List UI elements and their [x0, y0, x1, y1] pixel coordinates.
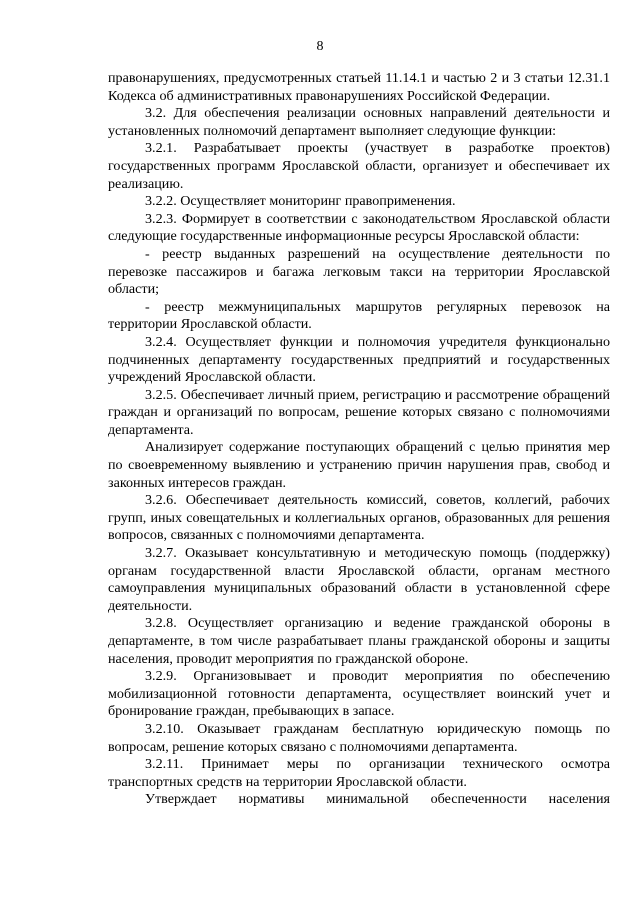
paragraph-3-2-6: 3.2.6. Обеспечивает деятельность комиссий, советов, коллегий, рабочих групп, иных совещательных и коллегиальных органов, образованных для решения вопросов, связанных с полномочиями департамента. [108, 492, 610, 544]
paragraph-continuation: правонарушениях, предусмотренных статьей 11.14.1 и частью 2 и 3 статьи 12.31.1 Кодекса об административных правонарушениях Российской Федерации. [108, 70, 610, 104]
paragraph-3-2-7: 3.2.7. Оказывает консультативную и методическую помощь (поддержку) органам государственной власти Ярославской области, органам местного самоуправления муниципальных образований области в установленной сфере деятельности. [108, 545, 610, 614]
paragraph-3-2-4: 3.2.4. Осуществляет функции и полномочия учредителя функционально подчиненных департаменту государственных предприятий и государственных учреждений Ярославской области. [108, 333, 610, 386]
list-item-taxi-registry: - реестр выданных разрешений на осуществление деятельности по перевозке пассажиров и багажа легковым такси на территории Ярославской области; [108, 245, 610, 298]
paragraph-3-2-3: 3.2.3. Формирует в соответствии с законодательством Ярославской области следующие государственные информационные ресурсы Ярославской области: [108, 210, 610, 245]
paragraph-3-2-10: 3.2.10. Оказывает гражданам бесплатную юридическую помощь по вопросам, решение которых связано с полномочиями департамента. [108, 720, 610, 755]
paragraph-3-2-1: 3.2.1. Разрабатывает проекты (участвует в разработке проектов) государственных программ Ярославской области, организует и обеспечивает их реализацию. [108, 140, 610, 192]
paragraph-3-2-5: 3.2.5. Обеспечивает личный прием, регистрацию и рассмотрение обращений граждан и организаций по вопросам, решение которых связано с полномочиями департамента. [108, 386, 610, 438]
document-body [108, 70, 610, 809]
list-item-routes-registry: - реестр межмуниципальных маршрутов регулярных перевозок на территории Ярославской области. [108, 298, 610, 333]
paragraph-3-2-2: 3.2.2. Осуществляет мониторинг правоприменения. [145, 193, 456, 210]
page-number: 8 [316, 39, 324, 54]
paragraph-3-2-8: 3.2.8. Осуществляет организацию и ведение гражданской обороны в департаменте, в том числе разрабатывает планы гражданской обороны и защиты населения, проводит мероприятия по гражданской обороне. [108, 615, 610, 667]
paragraph-3-2: 3.2. Для обеспечения реализации основных направлений деятельности и установленных полномочий департамент выполняет следующие функции: [108, 105, 610, 139]
paragraph-3-2-11: 3.2.11. Принимает меры по организации технического осмотра транспортных средств на территории Ярославской области. [108, 756, 610, 790]
paragraph-appeals-analysis: Анализирует содержание поступающих обращений с целью принятия мер по своевременному выявлению и устранению причин нарушения прав, свобод и законных интересов граждан. [108, 439, 610, 491]
paragraph-norms: Утверждает нормативы минимальной обеспеченности населения [145, 791, 610, 808]
paragraph-3-2-9: 3.2.9. Организовывает и проводит мероприятия по обеспечению мобилизационной готовности департамента, осуществляет воинский учет и бронирование граждан, пребывающих в запасе. [108, 668, 610, 720]
